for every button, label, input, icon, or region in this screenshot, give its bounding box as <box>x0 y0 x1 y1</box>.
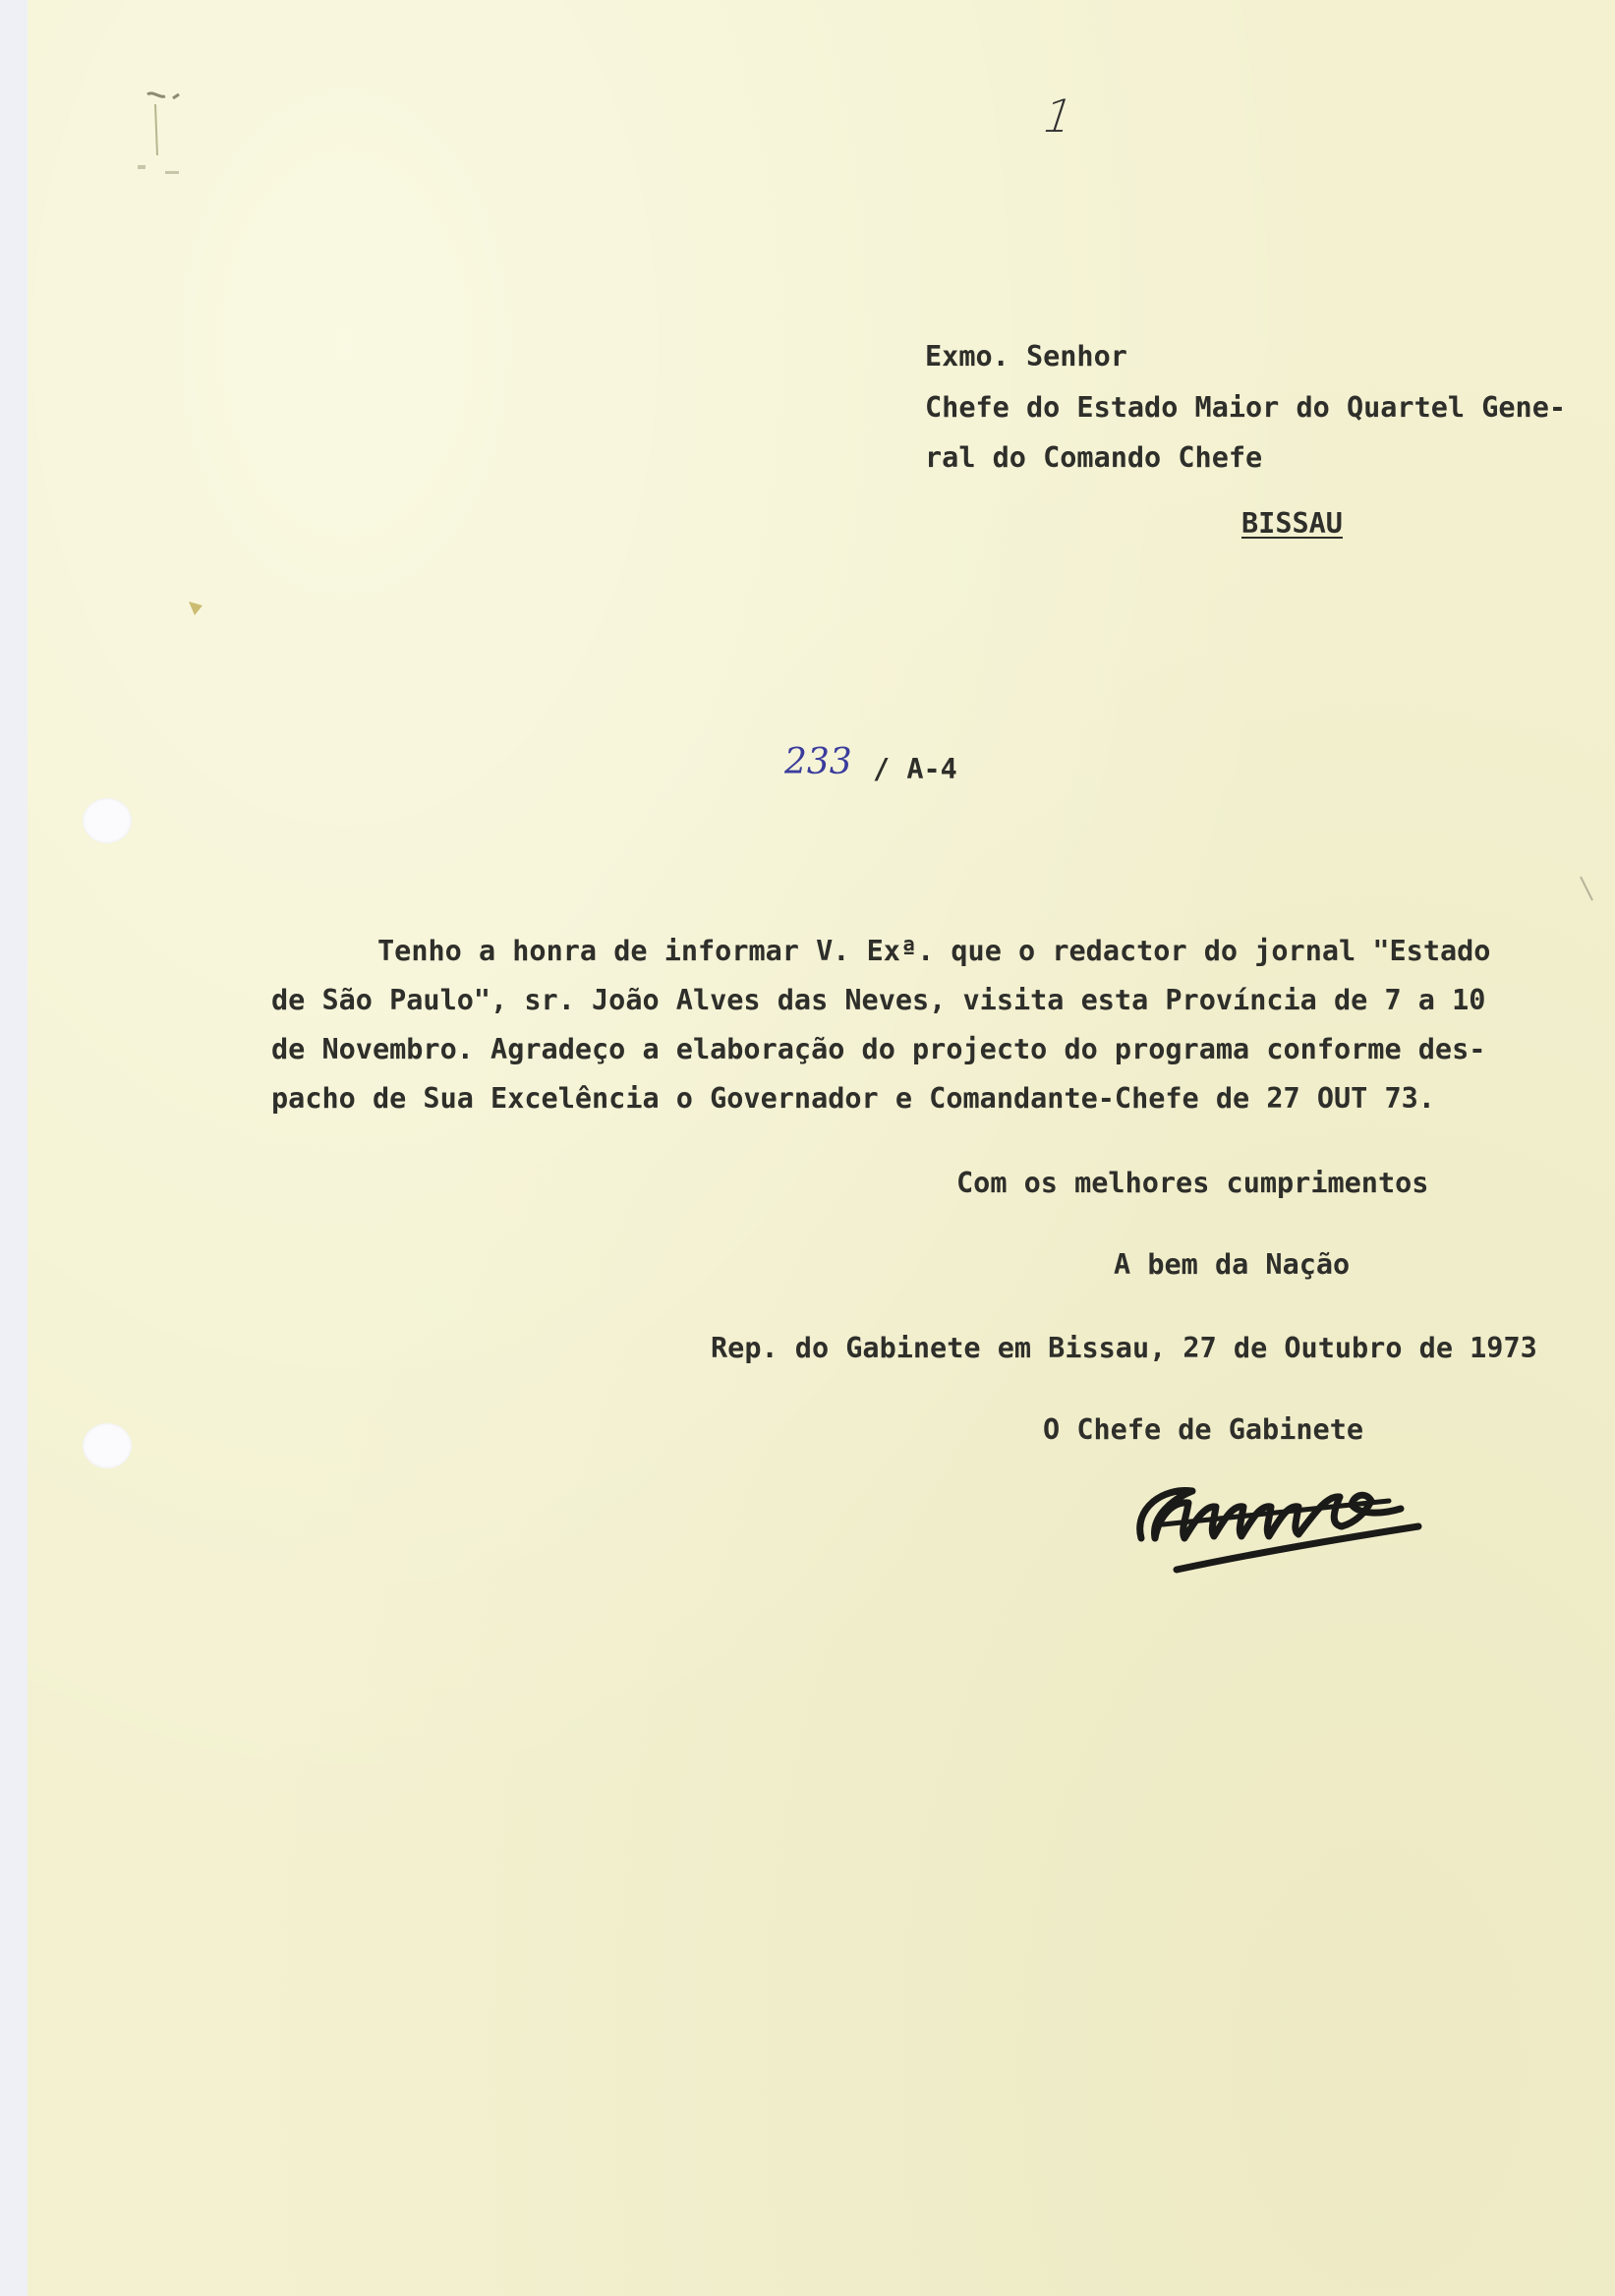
closing-regards: Com os melhores cumprimentos <box>956 1167 1429 1199</box>
punch-hole-bottom <box>83 1423 132 1468</box>
edge-mark-icon <box>1579 875 1598 904</box>
signatory-title: O Chefe de Gabinete <box>1043 1413 1364 1446</box>
date-place-line: Rep. do Gabinete em Bissau, 27 de Outubro de 1973 <box>711 1332 1537 1364</box>
address-line-1: Chefe do Estado Maior do Quartel Gene- <box>925 391 1567 424</box>
signature-icon <box>1124 1440 1438 1587</box>
body-paragraph <box>271 927 1549 1123</box>
page-number: 1 <box>1035 89 1082 143</box>
reference-number: 233 <box>784 742 852 782</box>
letter-page <box>28 0 1615 2296</box>
address-city: BISSAU <box>1241 507 1343 540</box>
body-line: de São Paulo", sr. João Alves das Neves, visita esta Província de 7 a 10 <box>271 984 1486 1016</box>
ink-mark-icon <box>185 596 208 619</box>
staple-mark-icon <box>116 86 204 180</box>
address-line-2: ral do Comando Chefe <box>925 441 1263 474</box>
body-line: de Novembro. Agradeço a elaboração do projecto do programa conforme des- <box>271 1033 1486 1065</box>
punch-hole-top <box>83 798 132 843</box>
body-line: Tenho a honra de informar V. Exª. que o redactor do jornal "Estado <box>377 935 1491 967</box>
reference-code: / A-4 <box>873 753 957 785</box>
body-line: pacho de Sua Excelência o Governador e Comandante-Chefe de 27 OUT 73. <box>271 1082 1435 1115</box>
closing-nation: A bem da Nação <box>1114 1248 1351 1281</box>
salutation: Exmo. Senhor <box>925 340 1127 373</box>
